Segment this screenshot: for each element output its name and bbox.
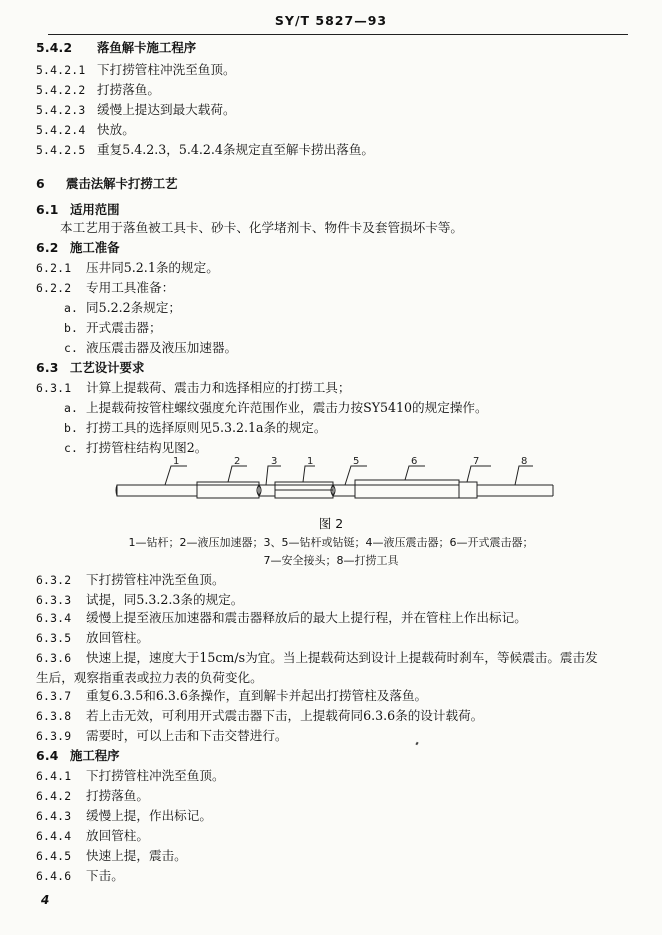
fig-label-2: 2 — [234, 456, 241, 467]
clause-text: 放回管柱。 — [86, 630, 149, 645]
clause-number: b. — [64, 321, 79, 335]
clause-number: 6.4.6 — [36, 869, 72, 883]
fig-label-4: 1 — [307, 456, 314, 467]
clause-text: 下击。 — [86, 868, 124, 883]
page-header: SY/T 5827—93 — [274, 13, 388, 28]
clause-text: 震击法解卡打捞工艺 — [66, 176, 178, 191]
clause-text: 需要时，可以上击和下击交替进行。 — [86, 728, 288, 743]
clause-text: 落鱼解卡施工程序 — [97, 40, 197, 55]
clause-number: 6.2.2 — [36, 281, 72, 295]
clause-number: 6 — [36, 176, 45, 191]
drill-pipe-1 — [117, 485, 197, 496]
clause-text: 液压震击器及液压加速器。 — [86, 340, 238, 355]
drill-collar-5 — [333, 485, 355, 496]
clause-text: 上提载荷按管柱螺纹强度允许范围作业，震击力按SY5410的规定操作。 — [86, 400, 488, 415]
open-jar — [355, 480, 459, 498]
clause-number: 6.3 — [36, 360, 59, 375]
clause-text: 缓慢上提达到最大载荷。 — [97, 102, 236, 117]
fig-label-5: 5 — [353, 456, 360, 467]
clause-text: 缓慢上提，作出标记。 — [86, 808, 212, 823]
clause-text: 适用范围 — [70, 202, 120, 217]
clause-text: 打捞落鱼。 — [97, 82, 160, 97]
clause-text: 重复5.4.2.3，5.4.2.4条规定直至解卡捞出落鱼。 — [97, 142, 375, 157]
clause-number: a. — [64, 401, 79, 415]
clause-text: 本工艺用于落鱼被工具卡、砂卡、化学堵剂卡、物件卡及套管损坏卡等。 — [60, 220, 463, 235]
clause-text: 专用工具准备： — [86, 280, 175, 295]
clause-number: 6.4.3 — [36, 809, 72, 823]
clause-number: 5.4.2.1 — [36, 63, 86, 77]
clause-text: 开式震击器； — [86, 320, 162, 335]
clause-number: 6.3.6 — [36, 651, 72, 665]
clause-text: 同5.2.2条规定； — [86, 300, 182, 315]
clause-number: 6.4.5 — [36, 849, 72, 863]
clause-text: 生后，观察指重表或拉力表的负荷变化。 — [36, 670, 263, 685]
clause-text: 下打捞管柱冲洗至鱼顶。 — [86, 572, 225, 587]
fig-label-6: 6 — [411, 456, 418, 467]
clause-number: 6.3.1 — [36, 381, 72, 395]
clause-number: 6.2.1 — [36, 261, 72, 275]
figure-caption-line-1: 1—钻杆；2—液压加速器；3、5—钻杆或钻铤；4—液压震击器；6—开式震击器； — [128, 536, 534, 549]
header-rule — [48, 34, 628, 35]
clause-text: 试提，同5.3.2.3条的规定。 — [86, 592, 244, 607]
figure-number: 图 2 — [318, 516, 344, 531]
clause-number: 6.3.5 — [36, 631, 72, 645]
clause-number: 6.3.3 — [36, 593, 72, 607]
page-number: 4 — [41, 893, 50, 907]
fishing-string-diagram — [115, 452, 555, 502]
fig-label-3: 3 — [271, 456, 278, 467]
clause-text: 重复6.3.5和6.3.6条操作，直到解卡并起出打捞管柱及落鱼。 — [86, 688, 428, 703]
clause-text: 施工程序 — [70, 748, 120, 763]
safety-joint — [459, 482, 477, 498]
clause-number: 6.3.2 — [36, 573, 72, 587]
clause-number: 6.1 — [36, 202, 59, 217]
clause-text: 打捞落鱼。 — [86, 788, 149, 803]
clause-number: b. — [64, 421, 79, 435]
clause-text: 打捞工具的选择原则见5.3.2.1a条的规定。 — [86, 420, 327, 435]
clause-number: 6.2 — [36, 240, 59, 255]
clause-number: 5.4.2 — [36, 40, 73, 55]
hydraulic-accelerator — [197, 482, 259, 498]
clause-text: 计算上提载荷、震击力和选择相应的打捞工具； — [86, 380, 351, 395]
fig-label-8: 8 — [521, 456, 528, 467]
clause-number: a. — [64, 301, 79, 315]
clause-text: 施工准备 — [70, 240, 120, 255]
clause-text: 放回管柱。 — [86, 828, 149, 843]
clause-number: 5.4.2.5 — [36, 143, 86, 157]
clause-text: 快速上提，速度大于15cm/s为宜。当上提载荷达到设计上提载荷时刹车，等候震击。震击发 — [86, 650, 598, 665]
clause-text: 打捞管柱结构见图2。 — [86, 440, 208, 455]
clause-number: 5.4.2.3 — [36, 103, 86, 117]
clause-number: 6.4.1 — [36, 769, 72, 783]
clause-number: 6.4 — [36, 748, 59, 763]
clause-number: 6.3.9 — [36, 729, 72, 743]
clause-number: c. — [64, 341, 79, 355]
clause-text: 工艺设计要求 — [70, 360, 145, 375]
clause-text: 下打捞管柱冲洗至鱼顶。 — [97, 62, 236, 77]
clause-number: 6.4.4 — [36, 829, 72, 843]
fig-label-1: 1 — [173, 456, 180, 467]
clause-number: c. — [64, 441, 79, 455]
clause-number: 6.3.8 — [36, 709, 72, 723]
figure-caption-line-2: 7—安全接头；8—打捞工具 — [263, 554, 399, 567]
clause-text: 缓慢上提至液压加速器和震击器释放后的最大上提行程，并在管柱上作出标记。 — [86, 610, 527, 625]
scan-speck — [415, 742, 418, 746]
clause-text: 快放。 — [97, 122, 135, 137]
clause-text: 下打捞管柱冲洗至鱼顶。 — [86, 768, 225, 783]
clause-number: 5.4.2.2 — [36, 83, 86, 97]
clause-number: 6.4.2 — [36, 789, 72, 803]
clause-text: 压井同5.2.1条的规定。 — [86, 260, 219, 275]
clause-number: 5.4.2.4 — [36, 123, 86, 137]
fig-label-7: 7 — [473, 456, 480, 467]
clause-text: 快速上提，震击。 — [86, 848, 187, 863]
clause-number: 6.3.7 — [36, 689, 72, 703]
clause-number: 6.3.4 — [36, 611, 72, 625]
clause-text: 若上击无效，可利用开式震击器下击，上提载荷同6.3.6条的设计载荷。 — [86, 708, 484, 723]
